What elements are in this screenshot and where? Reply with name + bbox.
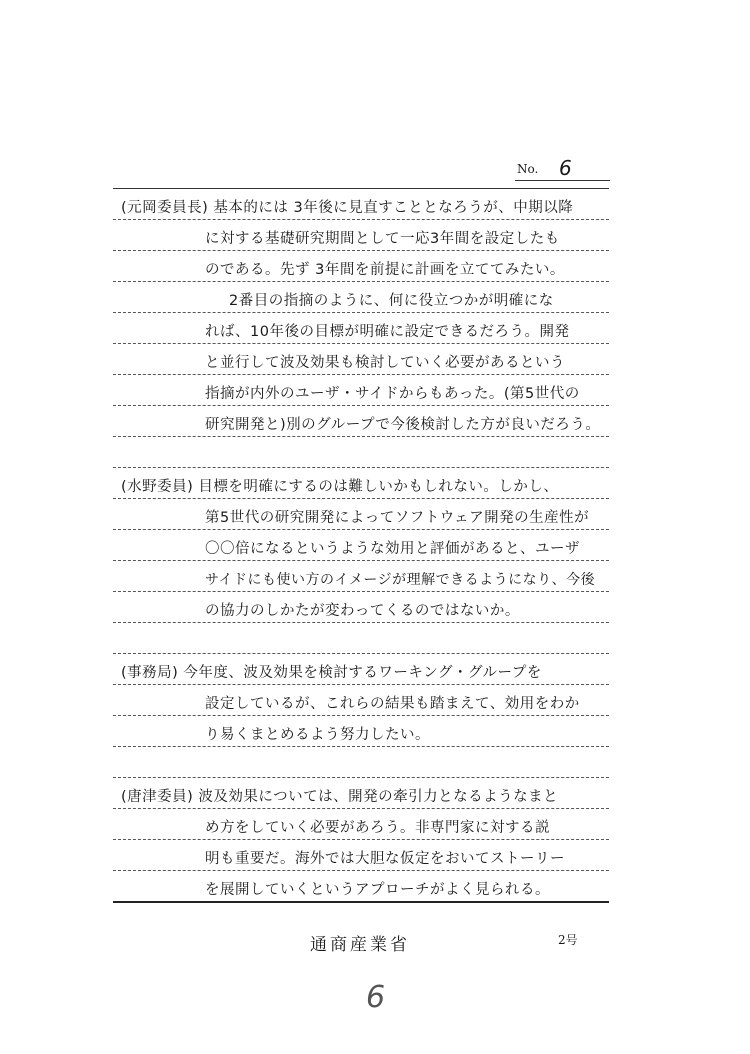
text-line: 〇〇倍になるというような効用と評価があると、ユーザ xyxy=(205,541,580,557)
text-line: 第5世代の研究開発によってソフトウェア開発の生産性が xyxy=(205,510,590,526)
text-line: 研究開発と)別のグループで今後検討した方が良いだろう。 xyxy=(205,417,601,433)
ruled-line xyxy=(113,374,609,375)
text-line: 指摘が内外のユーザ・サイドからもあった。(第5世代の xyxy=(205,386,580,402)
text-line: れば、10年後の目標が明確に設定できるだろう。開発 xyxy=(205,324,570,340)
ruled-line xyxy=(113,436,609,437)
text-line: 明も重要だ。海外では大胆な仮定をおいてストーリー xyxy=(205,851,565,867)
ruled-line xyxy=(113,343,609,344)
ruled-line xyxy=(113,653,609,654)
page-number-label: No. xyxy=(517,162,539,176)
ruled-line xyxy=(113,467,609,468)
ruled-line xyxy=(113,529,609,530)
ruled-line xyxy=(113,188,609,189)
ruled-line xyxy=(113,405,609,406)
footer-form-number: 2号 xyxy=(558,933,578,947)
ruled-line xyxy=(113,777,609,778)
ruled-line xyxy=(113,870,609,871)
ruled-line xyxy=(113,715,609,716)
footer-organization: 通商産業省 xyxy=(310,935,410,955)
page-number-box xyxy=(515,158,610,181)
text-line: (唐津委員) 波及効果については、開発の牽引力となるようなまと xyxy=(121,789,559,805)
text-line: (事務局) 今年度、波及効果を検討するワーキング・グループを xyxy=(121,665,542,681)
manuscript-sheet xyxy=(113,188,609,926)
text-line: 設定しているが、これらの結果も踏まえて、効用をわか xyxy=(205,696,580,712)
text-line: と並行して波及効果も検討していく必要があるという xyxy=(205,355,565,371)
ruled-line xyxy=(113,622,609,623)
ruled-line xyxy=(113,250,609,251)
ruled-line xyxy=(113,560,609,561)
text-line: を展開していくというアプローチがよく見られる。 xyxy=(205,882,550,898)
text-line: の協力のしかたが変わってくるのではないか。 xyxy=(205,603,520,619)
ruled-line-bottom xyxy=(113,901,609,903)
ruled-line xyxy=(113,808,609,809)
ruled-line xyxy=(113,312,609,313)
ruled-line xyxy=(113,839,609,840)
handwritten-page-number: 6 xyxy=(366,980,386,1015)
text-line: 2番目の指摘のように、何に役立つかが明確にな xyxy=(229,293,554,309)
ruled-line xyxy=(113,684,609,685)
text-line: サイドにも使い方のイメージが理解できるようになり、今後 xyxy=(205,572,596,588)
ruled-line xyxy=(113,746,609,747)
ruled-line xyxy=(113,281,609,282)
page-number-value: 6 xyxy=(559,156,572,180)
text-line: のである。先ず 3年間を前提に計画を立ててみたい。 xyxy=(205,262,565,278)
text-line: に対する基礎研究期間として一応3年間を設定したも xyxy=(205,231,560,247)
text-line: り易くまとめるよう努力したい。 xyxy=(205,727,430,743)
text-line: (元岡委員長) 基本的には 3年後に見直すこととなろうが、中期以降 xyxy=(121,200,574,216)
text-line: め方をしていく必要があろう。非専門家に対する説 xyxy=(205,820,550,836)
ruled-line xyxy=(113,591,609,592)
ruled-line xyxy=(113,219,609,220)
text-line: (水野委員) 目標を明確にするのは難しいかもしれない。しかし、 xyxy=(121,479,559,495)
ruled-line xyxy=(113,498,609,499)
